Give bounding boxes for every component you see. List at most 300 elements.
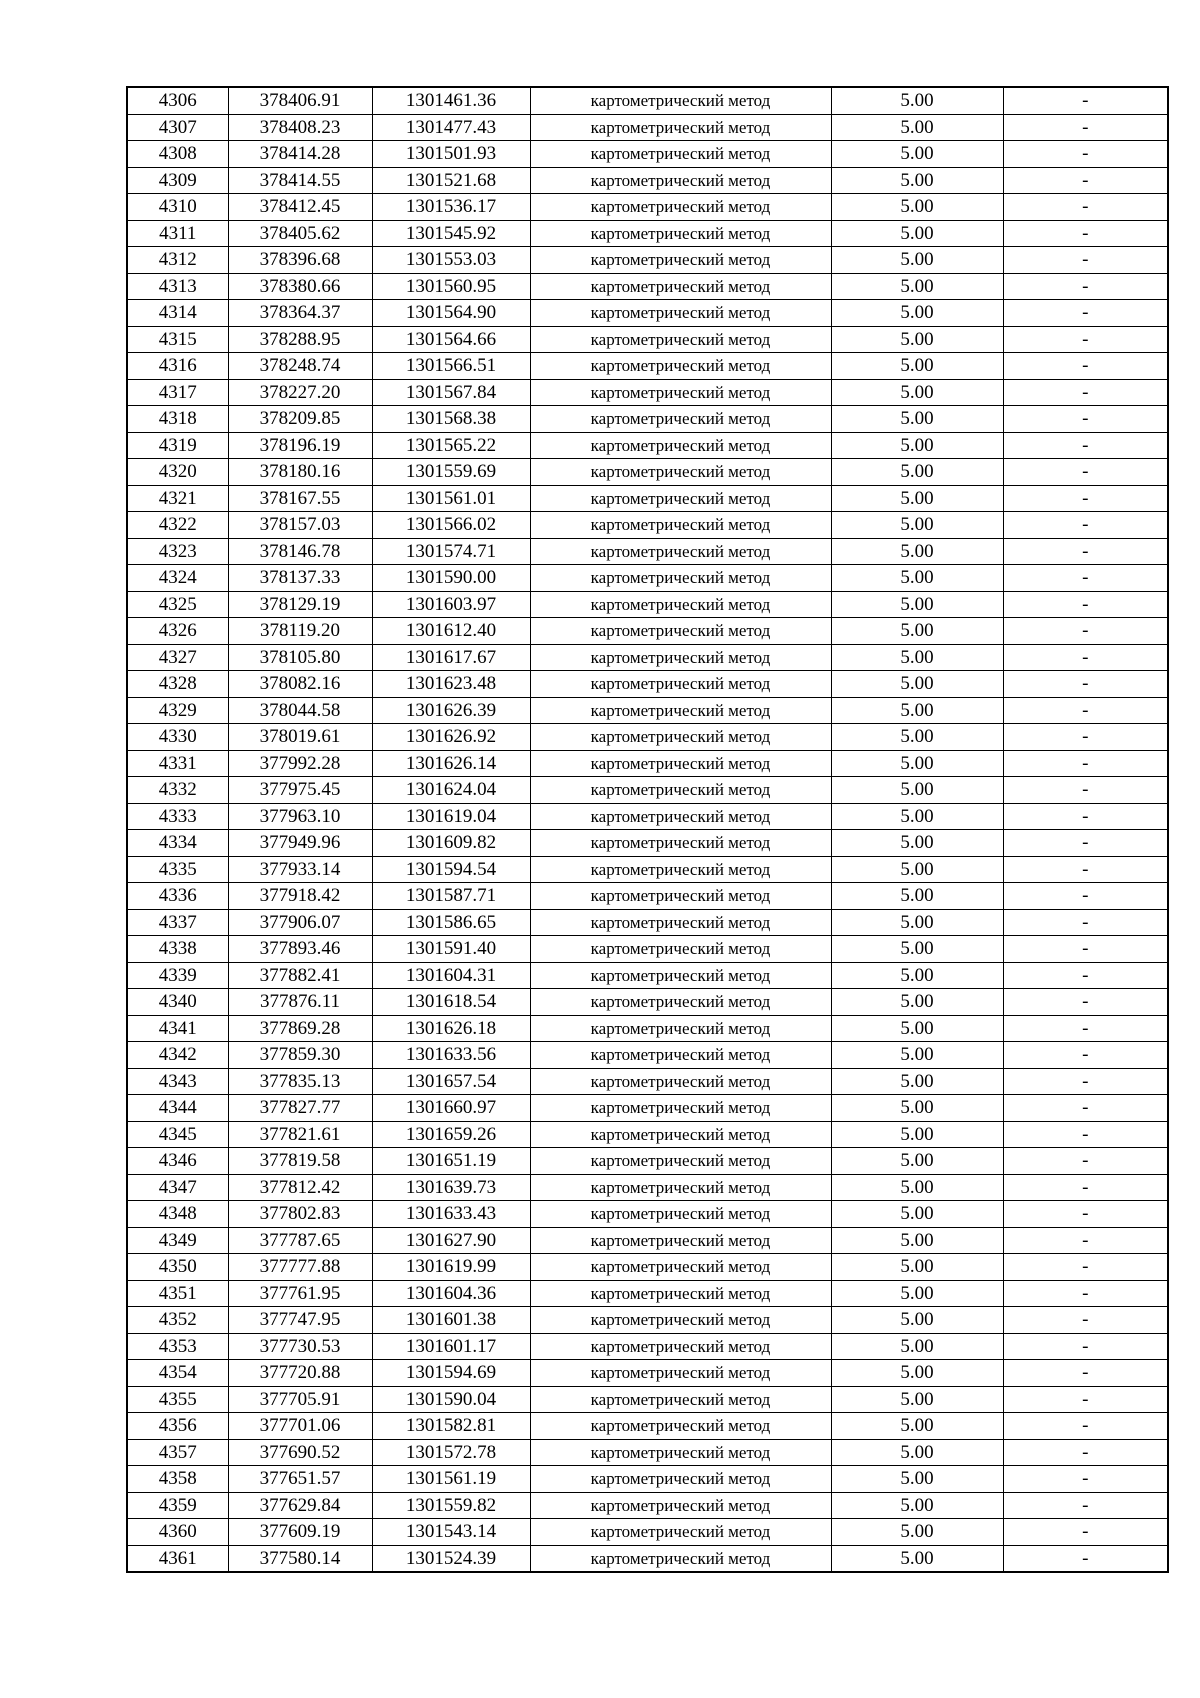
- coordinates-table-body: [127, 87, 1168, 1572]
- accuracy-cell: 5.00: [831, 87, 1003, 114]
- table-row: [127, 273, 1168, 300]
- point-number-cell: 4314: [127, 300, 228, 327]
- point-number-cell: 4309: [127, 167, 228, 194]
- note-cell: -: [1003, 485, 1168, 512]
- note-cell: -: [1003, 87, 1168, 114]
- table-row: [127, 1227, 1168, 1254]
- accuracy-cell: 5.00: [831, 909, 1003, 936]
- x-coordinate-cell: 378405.62: [228, 220, 372, 247]
- table-row: [127, 300, 1168, 327]
- accuracy-cell: 5.00: [831, 141, 1003, 168]
- method-cell: картометрический метод: [530, 326, 831, 353]
- note-cell: -: [1003, 432, 1168, 459]
- table-row: [127, 1121, 1168, 1148]
- note-cell: -: [1003, 724, 1168, 751]
- method-cell: картометрический метод: [530, 856, 831, 883]
- accuracy-cell: 5.00: [831, 750, 1003, 777]
- point-number-cell: 4310: [127, 194, 228, 221]
- table-row: [127, 141, 1168, 168]
- accuracy-cell: 5.00: [831, 1095, 1003, 1122]
- x-coordinate-cell: 378119.20: [228, 618, 372, 645]
- x-coordinate-cell: 378380.66: [228, 273, 372, 300]
- method-cell: картометрический метод: [530, 1121, 831, 1148]
- accuracy-cell: 5.00: [831, 485, 1003, 512]
- y-coordinate-cell: 1301651.19: [372, 1148, 530, 1175]
- accuracy-cell: 5.00: [831, 644, 1003, 671]
- y-coordinate-cell: 1301603.97: [372, 591, 530, 618]
- y-coordinate-cell: 1301543.14: [372, 1519, 530, 1546]
- x-coordinate-cell: 377730.53: [228, 1333, 372, 1360]
- table-row: [127, 114, 1168, 141]
- accuracy-cell: 5.00: [831, 167, 1003, 194]
- table-row: [127, 644, 1168, 671]
- point-number-cell: 4350: [127, 1254, 228, 1281]
- accuracy-cell: 5.00: [831, 406, 1003, 433]
- x-coordinate-cell: 378364.37: [228, 300, 372, 327]
- point-number-cell: 4320: [127, 459, 228, 486]
- accuracy-cell: 5.00: [831, 1148, 1003, 1175]
- y-coordinate-cell: 1301590.00: [372, 565, 530, 592]
- method-cell: картометрический метод: [530, 1413, 831, 1440]
- note-cell: -: [1003, 1333, 1168, 1360]
- y-coordinate-cell: 1301566.51: [372, 353, 530, 380]
- accuracy-cell: 5.00: [831, 936, 1003, 963]
- accuracy-cell: 5.00: [831, 194, 1003, 221]
- y-coordinate-cell: 1301524.39: [372, 1545, 530, 1572]
- accuracy-cell: 5.00: [831, 777, 1003, 804]
- table-row: [127, 538, 1168, 565]
- point-number-cell: 4313: [127, 273, 228, 300]
- x-coordinate-cell: 377609.19: [228, 1519, 372, 1546]
- note-cell: -: [1003, 1360, 1168, 1387]
- table-row: [127, 194, 1168, 221]
- point-number-cell: 4349: [127, 1227, 228, 1254]
- y-coordinate-cell: 1301574.71: [372, 538, 530, 565]
- point-number-cell: 4358: [127, 1466, 228, 1493]
- y-coordinate-cell: 1301559.82: [372, 1492, 530, 1519]
- point-number-cell: 4329: [127, 697, 228, 724]
- x-coordinate-cell: 377906.07: [228, 909, 372, 936]
- method-cell: картометрический метод: [530, 565, 831, 592]
- point-number-cell: 4307: [127, 114, 228, 141]
- method-cell: картометрический метод: [530, 300, 831, 327]
- accuracy-cell: 5.00: [831, 326, 1003, 353]
- note-cell: -: [1003, 1254, 1168, 1281]
- table-row: [127, 909, 1168, 936]
- method-cell: картометрический метод: [530, 1042, 831, 1069]
- y-coordinate-cell: 1301626.92: [372, 724, 530, 751]
- table-row: [127, 671, 1168, 698]
- method-cell: картометрический метод: [530, 1386, 831, 1413]
- point-number-cell: 4351: [127, 1280, 228, 1307]
- point-number-cell: 4327: [127, 644, 228, 671]
- y-coordinate-cell: 1301565.22: [372, 432, 530, 459]
- x-coordinate-cell: 377720.88: [228, 1360, 372, 1387]
- point-number-cell: 4331: [127, 750, 228, 777]
- note-cell: -: [1003, 247, 1168, 274]
- point-number-cell: 4312: [127, 247, 228, 274]
- y-coordinate-cell: 1301626.18: [372, 1015, 530, 1042]
- x-coordinate-cell: 377975.45: [228, 777, 372, 804]
- point-number-cell: 4319: [127, 432, 228, 459]
- y-coordinate-cell: 1301553.03: [372, 247, 530, 274]
- point-number-cell: 4336: [127, 883, 228, 910]
- method-cell: картометрический метод: [530, 883, 831, 910]
- table-row: [127, 326, 1168, 353]
- method-cell: картометрический метод: [530, 1068, 831, 1095]
- table-row: [127, 697, 1168, 724]
- accuracy-cell: 5.00: [831, 379, 1003, 406]
- accuracy-cell: 5.00: [831, 565, 1003, 592]
- accuracy-cell: 5.00: [831, 1386, 1003, 1413]
- method-cell: картометрический метод: [530, 432, 831, 459]
- y-coordinate-cell: 1301586.65: [372, 909, 530, 936]
- accuracy-cell: 5.00: [831, 538, 1003, 565]
- table-row: [127, 1201, 1168, 1228]
- note-cell: -: [1003, 1466, 1168, 1493]
- note-cell: -: [1003, 565, 1168, 592]
- note-cell: -: [1003, 406, 1168, 433]
- table-row: [127, 1280, 1168, 1307]
- method-cell: картометрический метод: [530, 1227, 831, 1254]
- note-cell: -: [1003, 1121, 1168, 1148]
- x-coordinate-cell: 377690.52: [228, 1439, 372, 1466]
- accuracy-cell: 5.00: [831, 724, 1003, 751]
- point-number-cell: 4343: [127, 1068, 228, 1095]
- y-coordinate-cell: 1301660.97: [372, 1095, 530, 1122]
- x-coordinate-cell: 377701.06: [228, 1413, 372, 1440]
- table-row: [127, 406, 1168, 433]
- accuracy-cell: 5.00: [831, 353, 1003, 380]
- table-row: [127, 1413, 1168, 1440]
- table-row: [127, 1095, 1168, 1122]
- note-cell: -: [1003, 883, 1168, 910]
- table-row: [127, 459, 1168, 486]
- table-row: [127, 1042, 1168, 1069]
- note-cell: -: [1003, 1201, 1168, 1228]
- x-coordinate-cell: 377787.65: [228, 1227, 372, 1254]
- method-cell: картометрический метод: [530, 1360, 831, 1387]
- x-coordinate-cell: 378157.03: [228, 512, 372, 539]
- table-row: [127, 87, 1168, 114]
- y-coordinate-cell: 1301568.38: [372, 406, 530, 433]
- point-number-cell: 4346: [127, 1148, 228, 1175]
- x-coordinate-cell: 377819.58: [228, 1148, 372, 1175]
- accuracy-cell: 5.00: [831, 1015, 1003, 1042]
- note-cell: -: [1003, 1148, 1168, 1175]
- point-number-cell: 4334: [127, 830, 228, 857]
- method-cell: картометрический метод: [530, 1254, 831, 1281]
- method-cell: картометрический метод: [530, 1015, 831, 1042]
- y-coordinate-cell: 1301559.69: [372, 459, 530, 486]
- x-coordinate-cell: 377747.95: [228, 1307, 372, 1334]
- y-coordinate-cell: 1301477.43: [372, 114, 530, 141]
- y-coordinate-cell: 1301536.17: [372, 194, 530, 221]
- table-row: [127, 1148, 1168, 1175]
- method-cell: картометрический метод: [530, 247, 831, 274]
- x-coordinate-cell: 377933.14: [228, 856, 372, 883]
- table-row: [127, 1254, 1168, 1281]
- y-coordinate-cell: 1301601.38: [372, 1307, 530, 1334]
- table-row: [127, 247, 1168, 274]
- note-cell: -: [1003, 777, 1168, 804]
- method-cell: картометрический метод: [530, 167, 831, 194]
- table-row: [127, 989, 1168, 1016]
- accuracy-cell: 5.00: [831, 1333, 1003, 1360]
- table-row: [127, 618, 1168, 645]
- x-coordinate-cell: 377876.11: [228, 989, 372, 1016]
- y-coordinate-cell: 1301572.78: [372, 1439, 530, 1466]
- x-coordinate-cell: 378396.68: [228, 247, 372, 274]
- accuracy-cell: 5.00: [831, 1280, 1003, 1307]
- y-coordinate-cell: 1301561.01: [372, 485, 530, 512]
- x-coordinate-cell: 377651.57: [228, 1466, 372, 1493]
- method-cell: картометрический метод: [530, 962, 831, 989]
- y-coordinate-cell: 1301601.17: [372, 1333, 530, 1360]
- y-coordinate-cell: 1301594.69: [372, 1360, 530, 1387]
- x-coordinate-cell: 378044.58: [228, 697, 372, 724]
- point-number-cell: 4311: [127, 220, 228, 247]
- y-coordinate-cell: 1301623.48: [372, 671, 530, 698]
- accuracy-cell: 5.00: [831, 1121, 1003, 1148]
- method-cell: картометрический метод: [530, 87, 831, 114]
- x-coordinate-cell: 377859.30: [228, 1042, 372, 1069]
- x-coordinate-cell: 377705.91: [228, 1386, 372, 1413]
- method-cell: картометрический метод: [530, 1492, 831, 1519]
- note-cell: -: [1003, 856, 1168, 883]
- x-coordinate-cell: 377882.41: [228, 962, 372, 989]
- note-cell: -: [1003, 644, 1168, 671]
- method-cell: картометрический метод: [530, 194, 831, 221]
- accuracy-cell: 5.00: [831, 671, 1003, 698]
- x-coordinate-cell: 378288.95: [228, 326, 372, 353]
- point-number-cell: 4322: [127, 512, 228, 539]
- accuracy-cell: 5.00: [831, 1466, 1003, 1493]
- y-coordinate-cell: 1301633.43: [372, 1201, 530, 1228]
- point-number-cell: 4316: [127, 353, 228, 380]
- table-row: [127, 1174, 1168, 1201]
- method-cell: картометрический метод: [530, 909, 831, 936]
- note-cell: -: [1003, 1095, 1168, 1122]
- x-coordinate-cell: 377963.10: [228, 803, 372, 830]
- accuracy-cell: 5.00: [831, 512, 1003, 539]
- y-coordinate-cell: 1301626.14: [372, 750, 530, 777]
- x-coordinate-cell: 377835.13: [228, 1068, 372, 1095]
- point-number-cell: 4357: [127, 1439, 228, 1466]
- accuracy-cell: 5.00: [831, 803, 1003, 830]
- accuracy-cell: 5.00: [831, 1360, 1003, 1387]
- note-cell: -: [1003, 273, 1168, 300]
- point-number-cell: 4326: [127, 618, 228, 645]
- note-cell: -: [1003, 326, 1168, 353]
- note-cell: -: [1003, 803, 1168, 830]
- point-number-cell: 4340: [127, 989, 228, 1016]
- note-cell: -: [1003, 141, 1168, 168]
- method-cell: картометрический метод: [530, 512, 831, 539]
- y-coordinate-cell: 1301564.90: [372, 300, 530, 327]
- method-cell: картометрический метод: [530, 830, 831, 857]
- note-cell: -: [1003, 1015, 1168, 1042]
- note-cell: -: [1003, 591, 1168, 618]
- accuracy-cell: 5.00: [831, 432, 1003, 459]
- note-cell: -: [1003, 1492, 1168, 1519]
- x-coordinate-cell: 377827.77: [228, 1095, 372, 1122]
- x-coordinate-cell: 378414.28: [228, 141, 372, 168]
- table-row: [127, 1492, 1168, 1519]
- method-cell: картометрический метод: [530, 1439, 831, 1466]
- x-coordinate-cell: 378105.80: [228, 644, 372, 671]
- table-row: [127, 432, 1168, 459]
- point-number-cell: 4360: [127, 1519, 228, 1546]
- point-number-cell: 4315: [127, 326, 228, 353]
- point-number-cell: 4345: [127, 1121, 228, 1148]
- y-coordinate-cell: 1301461.36: [372, 87, 530, 114]
- note-cell: -: [1003, 671, 1168, 698]
- method-cell: картометрический метод: [530, 803, 831, 830]
- table-row: [127, 1307, 1168, 1334]
- table-row: [127, 220, 1168, 247]
- note-cell: -: [1003, 167, 1168, 194]
- point-number-cell: 4338: [127, 936, 228, 963]
- table-row: [127, 830, 1168, 857]
- accuracy-cell: 5.00: [831, 1307, 1003, 1334]
- method-cell: картометрический метод: [530, 989, 831, 1016]
- table-row: [127, 777, 1168, 804]
- note-cell: -: [1003, 936, 1168, 963]
- y-coordinate-cell: 1301657.54: [372, 1068, 530, 1095]
- x-coordinate-cell: 377949.96: [228, 830, 372, 857]
- y-coordinate-cell: 1301617.67: [372, 644, 530, 671]
- method-cell: картометрический метод: [530, 1333, 831, 1360]
- point-number-cell: 4341: [127, 1015, 228, 1042]
- x-coordinate-cell: 378209.85: [228, 406, 372, 433]
- table-row: [127, 724, 1168, 751]
- point-number-cell: 4335: [127, 856, 228, 883]
- point-number-cell: 4308: [127, 141, 228, 168]
- note-cell: -: [1003, 1227, 1168, 1254]
- accuracy-cell: 5.00: [831, 1227, 1003, 1254]
- method-cell: картометрический метод: [530, 485, 831, 512]
- method-cell: картометрический метод: [530, 644, 831, 671]
- method-cell: картометрический метод: [530, 379, 831, 406]
- x-coordinate-cell: 377992.28: [228, 750, 372, 777]
- method-cell: картометрический метод: [530, 1148, 831, 1175]
- accuracy-cell: 5.00: [831, 1068, 1003, 1095]
- table-row: [127, 803, 1168, 830]
- y-coordinate-cell: 1301594.54: [372, 856, 530, 883]
- point-number-cell: 4328: [127, 671, 228, 698]
- x-coordinate-cell: 377761.95: [228, 1280, 372, 1307]
- note-cell: -: [1003, 1307, 1168, 1334]
- method-cell: картометрический метод: [530, 1280, 831, 1307]
- y-coordinate-cell: 1301612.40: [372, 618, 530, 645]
- note-cell: -: [1003, 1386, 1168, 1413]
- method-cell: картометрический метод: [530, 459, 831, 486]
- method-cell: картометрический метод: [530, 114, 831, 141]
- note-cell: -: [1003, 379, 1168, 406]
- accuracy-cell: 5.00: [831, 1254, 1003, 1281]
- note-cell: -: [1003, 1545, 1168, 1572]
- x-coordinate-cell: 377869.28: [228, 1015, 372, 1042]
- accuracy-cell: 5.00: [831, 1519, 1003, 1546]
- accuracy-cell: 5.00: [831, 989, 1003, 1016]
- method-cell: картометрический метод: [530, 1095, 831, 1122]
- table-row: [127, 1545, 1168, 1572]
- y-coordinate-cell: 1301624.04: [372, 777, 530, 804]
- y-coordinate-cell: 1301627.90: [372, 1227, 530, 1254]
- y-coordinate-cell: 1301604.31: [372, 962, 530, 989]
- table-row: [127, 512, 1168, 539]
- note-cell: -: [1003, 750, 1168, 777]
- x-coordinate-cell: 378196.19: [228, 432, 372, 459]
- note-cell: -: [1003, 1042, 1168, 1069]
- point-number-cell: 4342: [127, 1042, 228, 1069]
- note-cell: -: [1003, 538, 1168, 565]
- accuracy-cell: 5.00: [831, 883, 1003, 910]
- point-number-cell: 4352: [127, 1307, 228, 1334]
- x-coordinate-cell: 378167.55: [228, 485, 372, 512]
- x-coordinate-cell: 378227.20: [228, 379, 372, 406]
- accuracy-cell: 5.00: [831, 1545, 1003, 1572]
- y-coordinate-cell: 1301587.71: [372, 883, 530, 910]
- table-row: [127, 1068, 1168, 1095]
- point-number-cell: 4306: [127, 87, 228, 114]
- y-coordinate-cell: 1301561.19: [372, 1466, 530, 1493]
- note-cell: -: [1003, 459, 1168, 486]
- note-cell: -: [1003, 697, 1168, 724]
- accuracy-cell: 5.00: [831, 220, 1003, 247]
- note-cell: -: [1003, 353, 1168, 380]
- method-cell: картометрический метод: [530, 724, 831, 751]
- accuracy-cell: 5.00: [831, 247, 1003, 274]
- coordinates-table: [126, 86, 1169, 1573]
- table-row: [127, 1439, 1168, 1466]
- x-coordinate-cell: 377580.14: [228, 1545, 372, 1572]
- x-coordinate-cell: 378146.78: [228, 538, 372, 565]
- accuracy-cell: 5.00: [831, 697, 1003, 724]
- table-row: [127, 379, 1168, 406]
- point-number-cell: 4348: [127, 1201, 228, 1228]
- point-number-cell: 4353: [127, 1333, 228, 1360]
- x-coordinate-cell: 378412.45: [228, 194, 372, 221]
- y-coordinate-cell: 1301590.04: [372, 1386, 530, 1413]
- table-row: [127, 167, 1168, 194]
- note-cell: -: [1003, 1280, 1168, 1307]
- point-number-cell: 4354: [127, 1360, 228, 1387]
- x-coordinate-cell: 377629.84: [228, 1492, 372, 1519]
- x-coordinate-cell: 378414.55: [228, 167, 372, 194]
- note-cell: -: [1003, 194, 1168, 221]
- note-cell: -: [1003, 989, 1168, 1016]
- point-number-cell: 4356: [127, 1413, 228, 1440]
- y-coordinate-cell: 1301604.36: [372, 1280, 530, 1307]
- x-coordinate-cell: 378406.91: [228, 87, 372, 114]
- y-coordinate-cell: 1301521.68: [372, 167, 530, 194]
- point-number-cell: 4325: [127, 591, 228, 618]
- y-coordinate-cell: 1301618.54: [372, 989, 530, 1016]
- note-cell: -: [1003, 830, 1168, 857]
- y-coordinate-cell: 1301566.02: [372, 512, 530, 539]
- note-cell: -: [1003, 220, 1168, 247]
- x-coordinate-cell: 378137.33: [228, 565, 372, 592]
- method-cell: картометрический метод: [530, 750, 831, 777]
- table-row: [127, 1333, 1168, 1360]
- method-cell: картометрический метод: [530, 353, 831, 380]
- point-number-cell: 4323: [127, 538, 228, 565]
- point-number-cell: 4330: [127, 724, 228, 751]
- accuracy-cell: 5.00: [831, 856, 1003, 883]
- point-number-cell: 4347: [127, 1174, 228, 1201]
